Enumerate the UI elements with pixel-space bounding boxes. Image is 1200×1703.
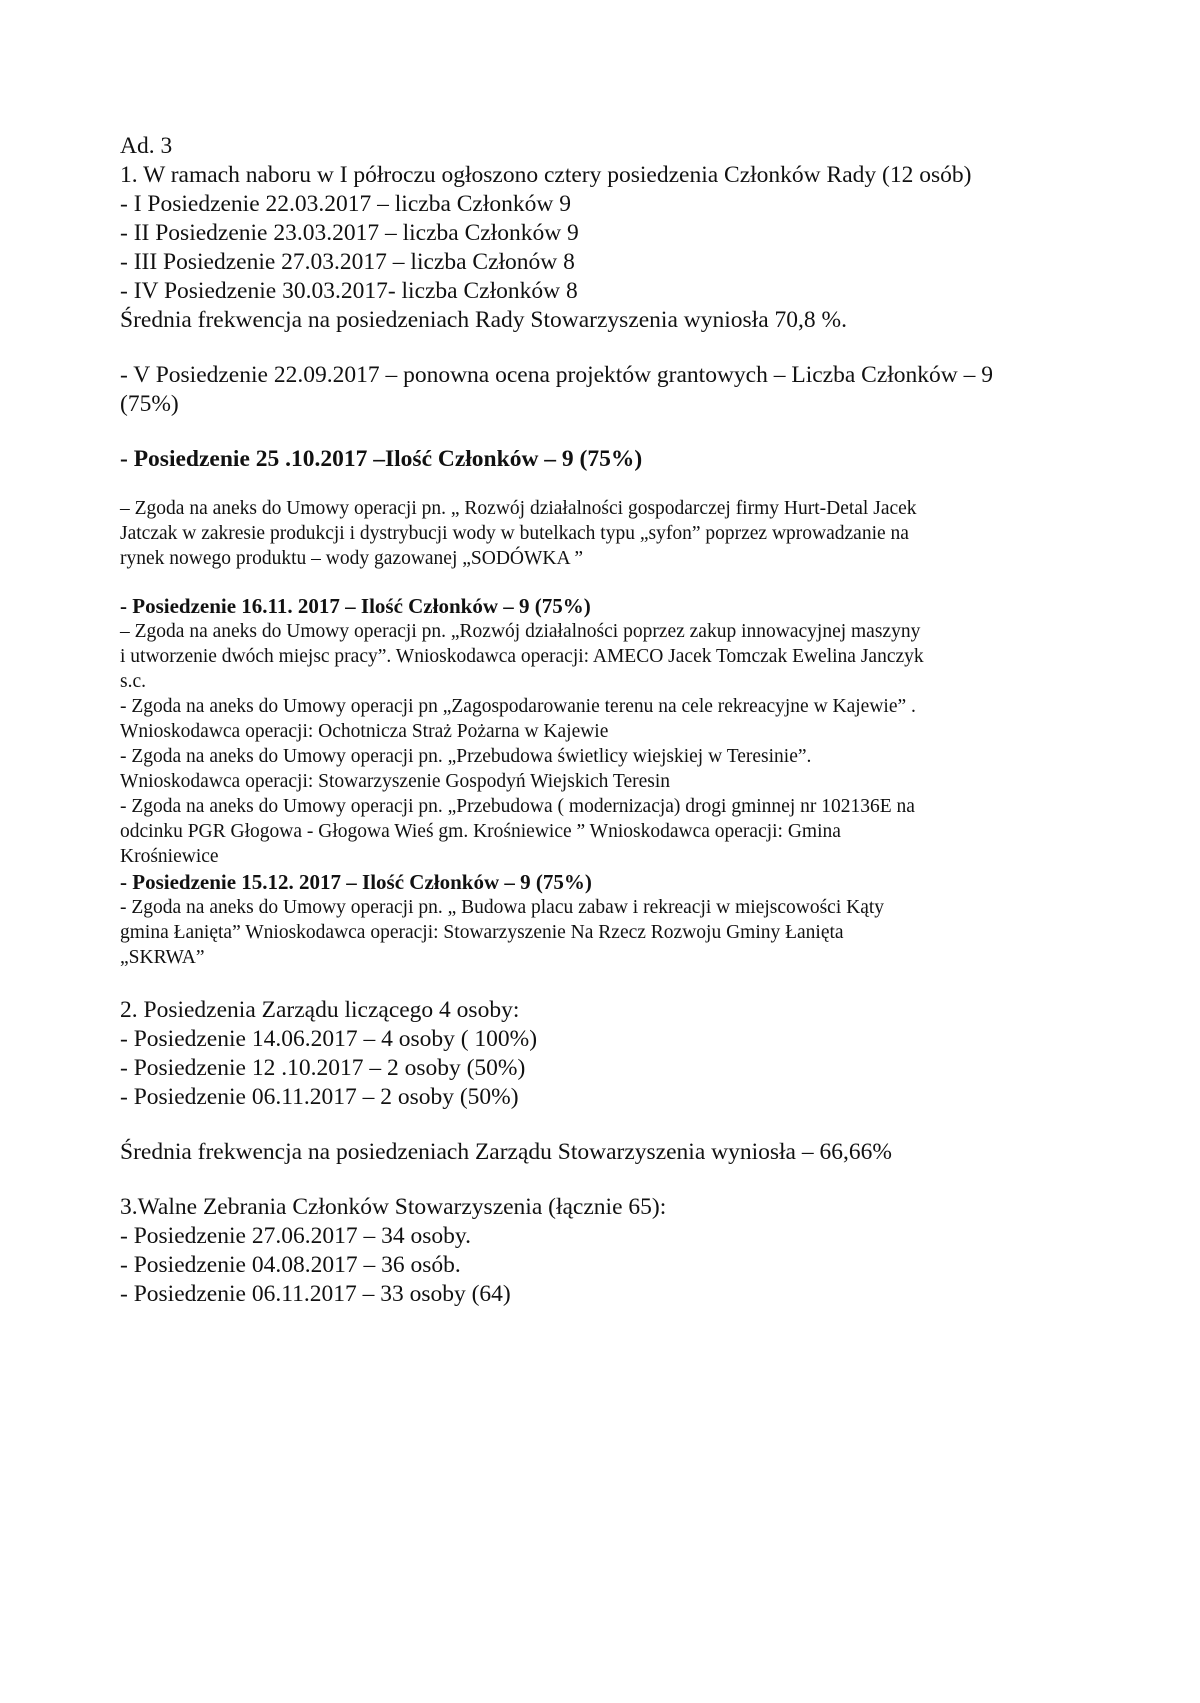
section3-meeting-2: - Posiedzenie 04.08.2017 – 36 osób. (120, 1252, 461, 1278)
document-heading: Ad. 3 (120, 133, 173, 159)
meeting-nov-heading: - Posiedzenie 16.11. 2017 – Ilość Członków – 9 (75%) (120, 594, 591, 618)
meeting-nov-body-line-5: Wnioskodawca operacji: Ochotnicza Straż Pożarna w Kajewie (120, 721, 609, 742)
section1-title: 1. W ramach naboru w I półroczu ogłoszono cztery posiedzenia Członków Rady (12 osób) (120, 162, 972, 188)
meeting-nov-body-line-6: - Zgoda na aneks do Umowy operacji pn. „Przebudowa świetlicy wiejskiej w Teresinie”. (120, 746, 812, 767)
meeting-oct-body-line-3: rynek nowego produktu – wody gazowanej „SODÓWKA ” (120, 548, 584, 569)
section1-average: Średnia frekwencja na posiedzeniach Rady Stowarzyszenia wyniosła 70,8 %. (120, 307, 847, 333)
meeting-oct-body-line-1: – Zgoda na aneks do Umowy operacji pn. „ Rozwój działalności gospodarczej firmy Hurt-Detal Jacek (120, 498, 917, 519)
section2-meeting-2: - Posiedzenie 12 .10.2017 – 2 osoby (50%) (120, 1055, 526, 1081)
section1-meeting-3: - III Posiedzenie 27.03.2017 – liczba Członów 8 (120, 249, 575, 275)
meeting-oct-body-line-2: Jatczak w zakresie produkcji i dystrybucji wody w butelkach typu „syfon” poprzez wprowadzanie na (120, 523, 909, 544)
meeting-nov-body-line-9: odcinku PGR Głogowa - Głogowa Wieś gm. Krośniewice ” Wnioskodawca operacji: Gmina (120, 821, 841, 842)
section3-title: 3.Walne Zebrania Członków Stowarzyszenia (łącznie 65): (120, 1194, 667, 1220)
section2-meeting-1: - Posiedzenie 14.06.2017 – 4 osoby ( 100%) (120, 1026, 538, 1052)
section2-average: Średnia frekwencja na posiedzeniach Zarządu Stowarzyszenia wyniosła – 66,66% (120, 1139, 892, 1165)
meeting-nov-body-line-4: - Zgoda na aneks do Umowy operacji pn „Zagospodarowanie terenu na cele rekreacyjne w Kajewie” . (120, 696, 916, 717)
meeting-nov-body-line-7: Wnioskodawca operacji: Stowarzyszenie Gospodyń Wiejskich Teresin (120, 771, 671, 792)
meeting-nov-body-line-3: s.c. (120, 671, 146, 692)
meeting-oct-heading: - Posiedzenie 25 .10.2017 –Ilość Członków – 9 (75%) (120, 446, 643, 472)
section3-meeting-3: - Posiedzenie 06.11.2017 – 33 osoby (64) (120, 1281, 511, 1307)
meeting-nov-body-line-2: i utworzenie dwóch miejsc pracy”. Wnioskodawca operacji: AMECO Jacek Tomczak Ewelina Janczyk (120, 646, 924, 667)
section2-title: 2. Posiedzenia Zarządu liczącego 4 osoby: (120, 997, 520, 1023)
meeting-dec-heading: - Posiedzenie 15.12. 2017 – Ilość Członków – 9 (75%) (120, 870, 592, 894)
meeting-nov-body-line-1: – Zgoda na aneks do Umowy operacji pn. „Rozwój działalności poprzez zakup innowacyjnej maszyny (120, 621, 921, 642)
section1-meeting-1: - I Posiedzenie 22.03.2017 – liczba Członków 9 (120, 191, 571, 217)
meeting-nov-body-line-10: Krośniewice (120, 846, 219, 867)
section1-meeting-2: - II Posiedzenie 23.03.2017 – liczba Członków 9 (120, 220, 579, 246)
meeting-dec-body-line-2: gmina Łanięta” Wnioskodawca operacji: Stowarzyszenie Na Rzecz Rozwoju Gminy Łanięta (120, 922, 844, 943)
section3-meeting-1: - Posiedzenie 27.06.2017 – 34 osoby. (120, 1223, 471, 1249)
meeting-dec-body-line-1: - Zgoda na aneks do Umowy operacji pn. „ Budowa placu zabaw i rekreacji w miejscowości Kąty (120, 897, 885, 918)
meeting-dec-body-line-3: „SKRWA” (120, 947, 205, 968)
section1-v-meeting-line-1: - V Posiedzenie 22.09.2017 – ponowna ocena projektów grantowych – Liczba Członków – 9 (120, 362, 994, 388)
document-content (120, 132, 1080, 1309)
section2-meeting-3: - Posiedzenie 06.11.2017 – 2 osoby (50%) (120, 1084, 519, 1110)
meeting-nov-body-line-8: - Zgoda na aneks do Umowy operacji pn. „Przebudowa ( modernizacja) drogi gminnej nr 102136E na (120, 796, 915, 817)
section1-meeting-4: - IV Posiedzenie 30.03.2017- liczba Członków 8 (120, 278, 578, 304)
section1-v-meeting-line-2: (75%) (120, 391, 179, 417)
